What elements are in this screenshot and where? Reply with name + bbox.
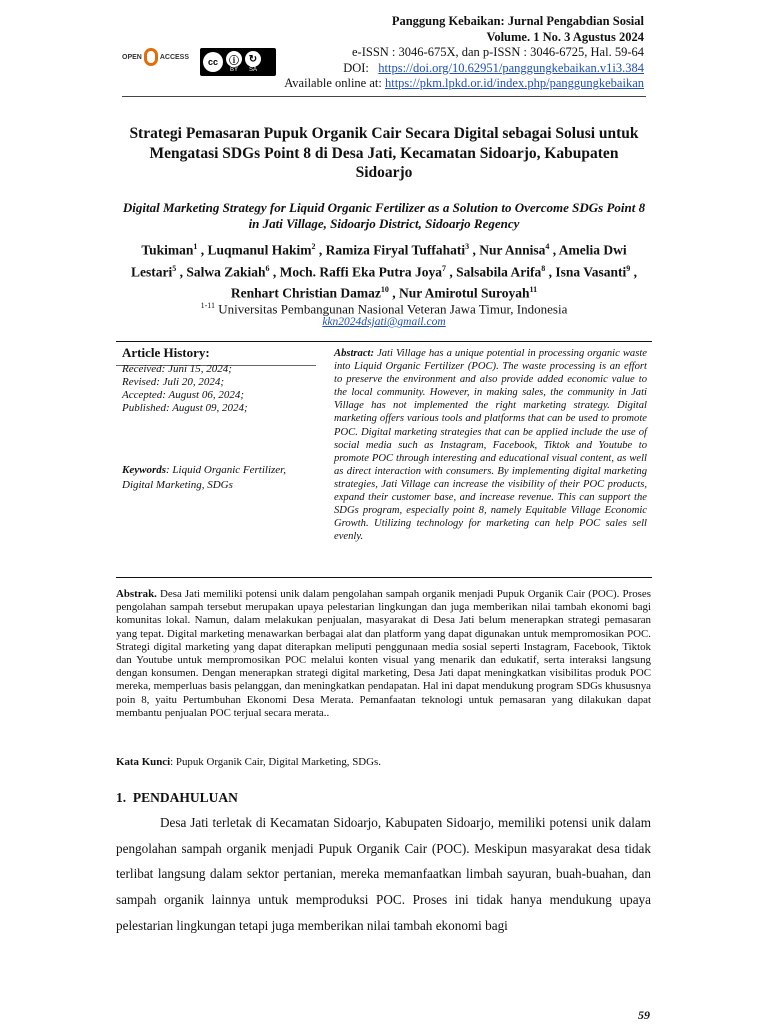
author-list: Tukiman$^1$ , Luqmanul Hakim$^2$ , Ramiza Firyal Tuffahati$^3$ , Nur Annisa$^4$ , Amelia Dwi Lestari$^5$ , Salwa Zakiah$^6$ , Moch. Raffi Eka Putra Joya$^7$ , Salsabila Arifa$^8$ , Isna Vasanti$^9$ , Renhart Christian Damaz$^{10}$ , Nur Amirotul Suroyah$^{11}$ — [130, 242, 638, 301]
article-history — [122, 346, 312, 415]
doi-label: DOI: — [343, 60, 369, 75]
author-sup: 10 — [380, 285, 389, 294]
doi-link[interactable]: https://doi.org/10.62951/panggungkebaikan.v1i3.384 — [378, 60, 644, 75]
paper-english-title: Digital Marketing Strategy for Liquid Organic Fertilizer as a Solution to Overcome SDGs Point 8 in Jati Village, Sidoarjo District, Sidoarjo Regency — [122, 200, 646, 231]
keywords-en — [122, 463, 312, 493]
journal-issn: e-ISSN : 3046-675X, dan p-ISSN : 3046-6725, Hal. 59-64 — [352, 45, 644, 59]
section-number: 1. — [116, 790, 127, 805]
author-sup: 1 — [193, 242, 198, 251]
doi-line — [284, 61, 644, 77]
author-sup: 2 — [311, 242, 316, 251]
keywords-id — [116, 756, 651, 768]
history-accepted: Accepted: August 06, 2024; — [122, 389, 244, 401]
info-bottom-rule — [116, 577, 652, 578]
history-received: Received: Juni 15, 2024; — [122, 363, 232, 375]
author-sup: 11 — [529, 285, 538, 294]
journal-header — [284, 14, 644, 92]
author-name: Luqmanul Hakim — [207, 242, 312, 258]
author-sup: 8 — [541, 263, 546, 273]
cc-by-label: BY — [229, 67, 238, 73]
page-number: 59 — [638, 1008, 650, 1022]
author-sup: 5 — [172, 263, 177, 273]
author-sup: 7 — [441, 263, 446, 273]
author-name: Salwa Zakiah — [186, 264, 266, 279]
author-name: Nur Amirotul Suroyah — [399, 285, 530, 301]
author-name: Salsabila Arifa — [456, 264, 542, 279]
section-title: PENDAHULUAN — [132, 790, 238, 805]
history-revised: Revised: Juli 20, 2024; — [122, 376, 225, 388]
author-sup: 4 — [545, 242, 550, 251]
cc-by-sa-license-badge[interactable] — [200, 48, 276, 76]
affiliation-text: Universitas Pembangunan Nasional Veteran Jawa Timur, Indonesia — [218, 301, 568, 317]
open-access-logo — [122, 48, 189, 66]
cc-sa-icon: ↻ — [245, 51, 261, 67]
history-published: Published: August 09, 2024; — [122, 402, 248, 414]
keywords-label: Keywords — [122, 464, 166, 476]
section-heading — [116, 790, 238, 806]
history-heading: Article History: — [122, 345, 210, 360]
info-top-rule — [116, 341, 652, 342]
abstract-id-label: Abstrak. — [116, 588, 157, 600]
kata-kunci-label: Kata Kunci — [116, 756, 171, 768]
abstract-en-text: Jati Village has a unique potential in processing organic waste into Liquid Organic Fertilizer (POC). The waste processing is an effort to preserve the environment and also provide added economic value to the local community. However, in making sales, the community in Jati Village has not implemented the right marketing strategy. Digital marketing offers various tools and platforms that can be used to promote POC. Digital marketing strategies that can be applied include the use of social media such as Instagram, Facebook, Tiktok and Youtube to promote POC through interesting and educational visual content, as well as direct interaction with consumers. By implementing digital marketing strategies, Jati Village can increase the visibility of their POC products, expand their customer base, and increase revenue. This can support the SDGs program, especially point 8, namely Equitable Village Economic Growth. Utilizing technology for marketing can help POC sales sell evenly. — [334, 348, 647, 543]
open-access-left-text: OPEN — [122, 53, 142, 61]
email-link[interactable]: kkn2024dsjati@gmail.com — [322, 316, 446, 328]
author-name: Ramiza Firyal Tuffahati — [325, 242, 466, 258]
open-lock-icon — [144, 48, 158, 66]
author-sup: 9 — [626, 263, 631, 273]
online-line — [284, 76, 644, 92]
abstract-en-label: Abstract: — [334, 348, 375, 359]
affiliation — [122, 298, 646, 317]
abstract-english — [334, 347, 647, 543]
journal-name: Panggung Kebaikan: Jurnal Pengabdian Sosial — [391, 14, 644, 28]
author-sup: 3 — [465, 242, 470, 251]
author-name: Tukiman — [141, 242, 194, 258]
cc-by-group — [226, 51, 242, 73]
online-label: Available online at: — [284, 76, 382, 90]
open-access-right-text: ACCESS — [159, 53, 190, 61]
header-divider — [122, 96, 646, 97]
body-text — [116, 810, 651, 939]
body-paragraph: Desa Jati terletak di Kecamatan Sidoarjo, Kabupaten Sidoarjo, memiliki potensi unik dalam pengolahan sampah organik menjadi Pupuk Organik Cair (POC). Meskipun masyarakat desa tidak terlibat langsung dalam sektor pertanian, mereka memanfaatkan limbah sayuran, buah-buahan, dan sampah organik lainnya untuk memproduksi POC. Proses ini tidak hanya mendukung upaya pelestarian lingkungan tetapi juga memberikan nilai tambah ekonomi bagi — [116, 815, 651, 933]
keywords-text: : Liquid Organic Fertilizer, Digital Marketing, SDGs — [122, 464, 286, 491]
author-name: Moch. Raffi Eka Putra Joya — [279, 264, 442, 279]
cc-by-icon: ⓘ — [226, 51, 242, 67]
cc-icon: cc — [203, 52, 223, 72]
author-name: Nur Annisa — [479, 242, 546, 258]
contact-email — [122, 316, 646, 328]
online-link[interactable]: https://pkm.lpkd.or.id/index.php/panggungkebaikan — [384, 76, 644, 90]
journal-volume: Volume. 1 No. 3 Agustus 2024 — [486, 29, 644, 44]
affiliation-sup: 1-11 — [200, 301, 215, 310]
author-name: Renhart Christian Damaz — [230, 285, 381, 301]
author-sup: 6 — [265, 263, 270, 273]
cc-sa-group — [245, 51, 261, 73]
abstract-id-text: Desa Jati memiliki potensi unik dalam pengolahan sampah organik menjadi Pupuk Organik Cair (POC). Proses pengolahan sampah tersebut merupakan upaya pelestarian lingkungan dan juga memberikan nilai tambah ekonomi bagi komunitas lokal. Namun, dalam melakukan penjualan, masyarakat di Desa Jati belum menerapkan strategi pemasaran yang tepat. Digital marketing menawarkan berbagai alat dan platform yang dapat digunakan untuk mempromosikan POC. Strategi digital marketing yang dapat diterapkan meliputi penggunaan media sosial seperti Instagram, Facebook, Tiktok dan Youtube untuk mempromosikan POC melalui konten visual yang menarik dan edukatif, serta interaksi langsung dengan konsumen. Dengan menerapkan strategi digital marketing, Desa Jati dapat meningkatkan visibilitas produk POC mereka, memperluas basis pelanggan, dan meningkatkan pendapatan. Hal ini dapat mendukung program SDGs khususnya poin 8, yaitu Pertumbuhan Ekonomi Desa Merata. Pemanfaatan teknologi untuk pemasaran yang dilakukan dapat membantu penjualan POC terjual secara merata.. — [116, 588, 651, 719]
abstract-indonesian — [116, 588, 651, 720]
author-name: Isna Vasanti — [555, 264, 627, 279]
kata-kunci-text: : Pupuk Organik Cair, Digital Marketing, SDGs. — [170, 756, 381, 768]
paper-title: Strategi Pemasaran Pupuk Organik Cair Secara Digital sebagai Solusi untuk Mengatasi SDGs Point 8 di Desa Jati, Kecamatan Sidoarjo, Kabupaten Sidoarjo — [129, 125, 639, 181]
author-name: Amelia Dwi Lestari — [130, 242, 627, 279]
cc-sa-label: SA — [248, 67, 257, 73]
